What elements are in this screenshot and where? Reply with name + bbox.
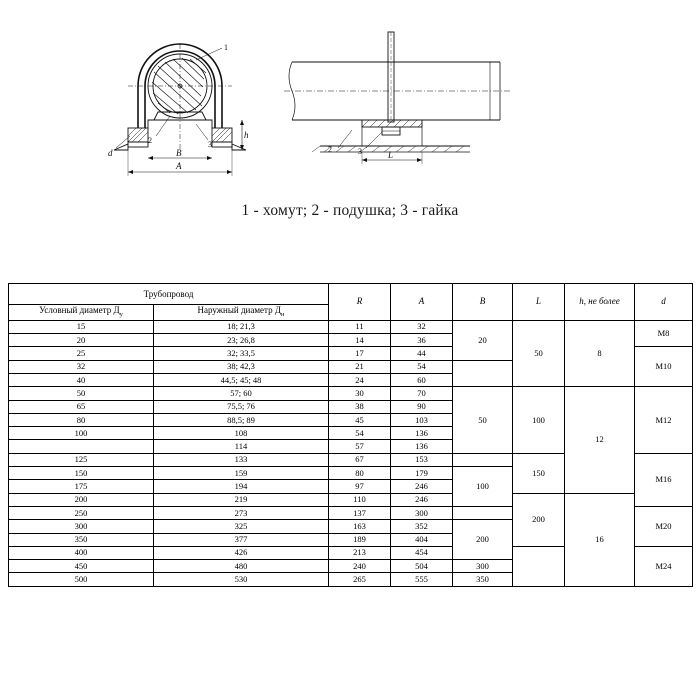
cell-d: M24 (635, 546, 693, 586)
svg-text:3: 3 (358, 147, 362, 156)
cell-B (453, 506, 513, 519)
cell-R: 163 (329, 520, 391, 533)
cell-A: 90 (391, 400, 453, 413)
header-R: R (329, 284, 391, 321)
svg-text:3: 3 (208, 140, 212, 149)
header-L: L (513, 284, 565, 321)
cell-A: 404 (391, 533, 453, 546)
cell-R: 57 (329, 440, 391, 453)
cell-nominal-diameter: 50 (9, 387, 154, 400)
cell-R: 21 (329, 360, 391, 373)
svg-text:B: B (176, 148, 182, 158)
cell-B: 50 (453, 387, 513, 453)
cell-B: 300 (453, 560, 513, 573)
table-body (9, 320, 693, 586)
cell-outer-diameter: 23; 26,8 (154, 334, 329, 347)
cell-A: 44 (391, 347, 453, 360)
header-dn-text: Наружный диаметр Д (197, 305, 281, 315)
cell-outer-diameter: 88,5; 89 (154, 413, 329, 426)
cell-nominal-diameter: 65 (9, 400, 154, 413)
cell-d: M10 (635, 347, 693, 387)
cell-outer-diameter: 32; 33,5 (154, 347, 329, 360)
cell-nominal-diameter: 150 (9, 467, 154, 480)
cell-d: M8 (635, 320, 693, 347)
cell-A: 352 (391, 520, 453, 533)
cell-nominal-diameter: 25 (9, 347, 154, 360)
header-dy-text: Условный диаметр Д (39, 305, 120, 315)
cell-A: 136 (391, 440, 453, 453)
cell-h: 8 (565, 320, 635, 386)
cell-R: 137 (329, 506, 391, 519)
cell-outer-diameter: 38; 42,3 (154, 360, 329, 373)
cell-nominal-diameter: 175 (9, 480, 154, 493)
cell-nominal-diameter: 200 (9, 493, 154, 506)
table-row (9, 493, 693, 506)
cell-A: 36 (391, 334, 453, 347)
cell-R: 14 (329, 334, 391, 347)
cell-R: 67 (329, 453, 391, 466)
cell-A: 32 (391, 320, 453, 333)
table-row (9, 387, 693, 400)
header-pipeline-group: Трубопровод (9, 284, 329, 305)
cell-outer-diameter: 159 (154, 467, 329, 480)
cell-A: 136 (391, 427, 453, 440)
cell-nominal-diameter: 20 (9, 334, 154, 347)
cell-nominal-diameter: 80 (9, 413, 154, 426)
header-nominal-diameter (9, 305, 154, 321)
cell-outer-diameter: 75,5; 76 (154, 400, 329, 413)
cell-outer-diameter: 377 (154, 533, 329, 546)
cell-A: 179 (391, 467, 453, 480)
figure-caption: 1 - хомут; 2 - подушка; 3 - гайка (241, 202, 459, 219)
header-dy-sub: у (119, 310, 123, 318)
cell-A: 504 (391, 560, 453, 573)
cell-d: M20 (635, 506, 693, 546)
cell-R: 97 (329, 480, 391, 493)
cell-B (453, 453, 513, 466)
cell-R: 38 (329, 400, 391, 413)
cell-outer-diameter: 57; 60 (154, 387, 329, 400)
cell-nominal-diameter: 400 (9, 546, 154, 559)
header-h (565, 284, 635, 321)
cell-A: 246 (391, 493, 453, 506)
cell-h: 16 (565, 493, 635, 586)
cell-B: 350 (453, 573, 513, 586)
cell-outer-diameter: 114 (154, 440, 329, 453)
cell-R: 265 (329, 573, 391, 586)
cell-nominal-diameter: 40 (9, 373, 154, 386)
cell-outer-diameter: 133 (154, 453, 329, 466)
cell-d: M16 (635, 453, 693, 506)
svg-text:2: 2 (328, 145, 332, 154)
cell-nominal-diameter: 125 (9, 453, 154, 466)
header-outer-diameter (154, 305, 329, 321)
cell-R: 110 (329, 493, 391, 506)
cell-L: 100 (513, 387, 565, 453)
cell-outer-diameter: 194 (154, 480, 329, 493)
specification-table-wrap (8, 283, 692, 587)
cell-R: 213 (329, 546, 391, 559)
header-d: d (635, 284, 693, 321)
cell-B: 20 (453, 320, 513, 360)
cell-nominal-diameter: 250 (9, 506, 154, 519)
cell-A: 54 (391, 360, 453, 373)
header-A: A (391, 284, 453, 321)
cell-R: 11 (329, 320, 391, 333)
cell-L: 200 (513, 493, 565, 546)
cell-A: 103 (391, 413, 453, 426)
cell-nominal-diameter: 100 (9, 427, 154, 440)
cell-A: 246 (391, 480, 453, 493)
cell-nominal-diameter: 300 (9, 520, 154, 533)
cell-outer-diameter: 18; 21,3 (154, 320, 329, 333)
cell-outer-diameter: 530 (154, 573, 329, 586)
svg-text:L: L (388, 150, 394, 160)
svg-text:d: d (108, 148, 113, 158)
cell-R: 24 (329, 373, 391, 386)
technical-drawing (0, 0, 700, 200)
cell-A: 70 (391, 387, 453, 400)
cell-A: 60 (391, 373, 453, 386)
cell-R: 17 (329, 347, 391, 360)
cell-B (453, 360, 513, 387)
cell-R: 54 (329, 427, 391, 440)
cell-nominal-diameter (9, 440, 154, 453)
header-dn-sub: н (280, 310, 285, 318)
cell-R: 80 (329, 467, 391, 480)
cell-L: 150 (513, 453, 565, 493)
cell-nominal-diameter: 500 (9, 573, 154, 586)
cell-A: 153 (391, 453, 453, 466)
header-B: B (453, 284, 513, 321)
cell-R: 189 (329, 533, 391, 546)
clamp-drawing-svg (70, 0, 630, 190)
cell-nominal-diameter: 15 (9, 320, 154, 333)
cell-B: 200 (453, 520, 513, 560)
table-header-row-1 (9, 284, 693, 305)
svg-text:2: 2 (148, 136, 152, 145)
cell-h: 12 (565, 387, 635, 493)
cell-R: 30 (329, 387, 391, 400)
svg-text:1: 1 (224, 43, 228, 52)
cell-L (513, 546, 565, 586)
cell-outer-diameter: 273 (154, 506, 329, 519)
cell-B: 100 (453, 467, 513, 507)
cell-A: 300 (391, 506, 453, 519)
cell-R: 45 (329, 413, 391, 426)
cell-outer-diameter: 108 (154, 427, 329, 440)
header-h-text: h, не более (579, 296, 620, 307)
cell-R: 240 (329, 560, 391, 573)
cell-A: 454 (391, 546, 453, 559)
cell-outer-diameter: 325 (154, 520, 329, 533)
cell-nominal-diameter: 350 (9, 533, 154, 546)
specification-table (8, 283, 693, 587)
cell-nominal-diameter: 32 (9, 360, 154, 373)
cell-outer-diameter: 219 (154, 493, 329, 506)
cell-d: M12 (635, 387, 693, 453)
cell-outer-diameter: 44,5; 45; 48 (154, 373, 329, 386)
cell-A: 555 (391, 573, 453, 586)
svg-text:h: h (244, 130, 249, 140)
cell-L: 50 (513, 320, 565, 386)
svg-text:A: A (176, 161, 182, 171)
cell-nominal-diameter: 450 (9, 560, 154, 573)
cell-outer-diameter: 480 (154, 560, 329, 573)
table-row (9, 320, 693, 333)
cell-outer-diameter: 426 (154, 546, 329, 559)
table-head (9, 284, 693, 321)
